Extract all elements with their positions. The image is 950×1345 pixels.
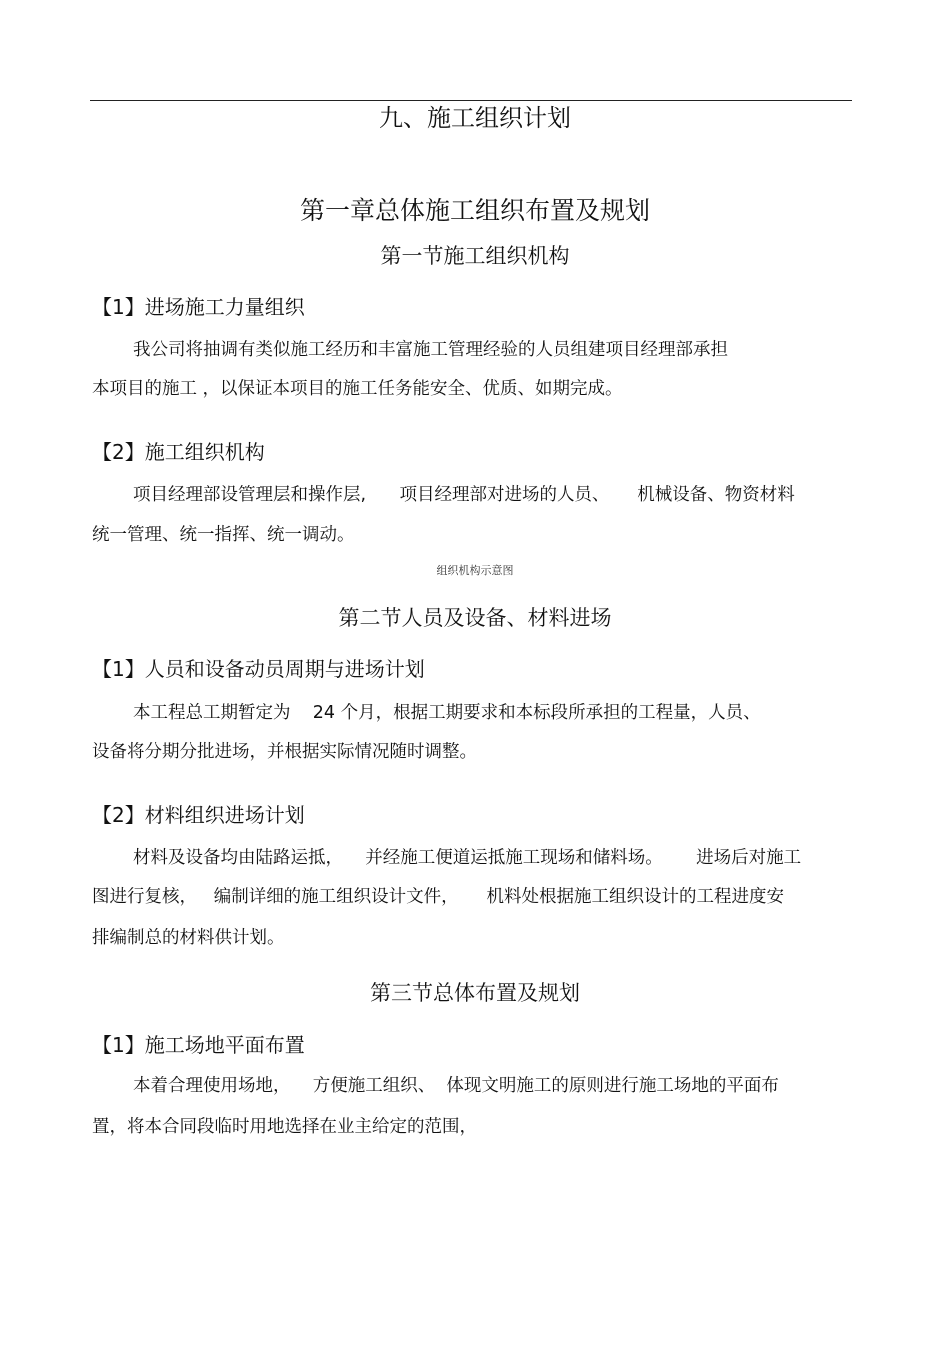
header-rule (90, 100, 852, 101)
section-2-heading: 第二节人员及设备、材料进场 (338, 606, 612, 630)
s3-sub1-line-1: 本着合理使用场地， 方便施工组织、 体现文明施工的原则进行施工场地的平面布 (133, 1076, 779, 1096)
s1-sub2-line-1: 项目经理部设管理层和操作层, 项目经理部对进场的人员、 机械设备、物资材料 (133, 485, 795, 505)
s1-sub2-line-2: 统一管理、统一指挥、统一调动。 (92, 525, 355, 545)
figure-caption: 组织机构示意图 (436, 564, 514, 577)
s2-sub2-heading: 【2】材料组织进场计划 (92, 803, 305, 827)
s1-sub1-line-2: 本项目的施工 ，以保证本项目的施工任务能安全、优质、如期完成。 (92, 379, 623, 399)
chapter-heading: 第一章总体施工组织布置及规划 (299, 196, 650, 225)
s2-sub1-line-2: 设备将分期分批进场，并根据实际情况随时调整。 (92, 742, 477, 762)
s2-sub2-line-3: 排编制总的材料供计划。 (92, 928, 285, 948)
document-title: 九、施工组织计划 (379, 104, 571, 132)
s2-sub1-line-1: 本工程总工期暂定为 24 个月，根据工期要求和本标段所承担的工程量，人员、 (133, 703, 761, 723)
s1-sub1-line-1: 我公司将抽调有类似施工经历和丰富施工管理经验的人员组建项目经理部承担 (133, 340, 728, 360)
s2-sub2-line-1: 材料及设备均由陆路运抵， 并经施工便道运抵施工现场和储料场。 进场后对施工 (133, 848, 802, 868)
section-3-heading: 第三节总体布置及规划 (370, 981, 580, 1005)
s1-sub2-heading: 【2】施工组织机构 (92, 440, 265, 464)
s1-sub1-heading: 【1】进场施工力量组织 (92, 295, 305, 319)
s2-sub1-heading: 【1】人员和设备动员周期与进场计划 (92, 657, 425, 681)
s3-sub1-line-2: 置，将本合同段临时用地选择在业主给定的范围， (92, 1117, 477, 1137)
s3-sub1-heading: 【1】施工场地平面布置 (92, 1033, 305, 1057)
s2-sub2-line-2: 图进行复核， 编制详细的施工组织设计文件， 机料处根据施工组织设计的工程进度安 (92, 887, 784, 907)
section-1-heading: 第一节施工组织机构 (380, 244, 570, 268)
